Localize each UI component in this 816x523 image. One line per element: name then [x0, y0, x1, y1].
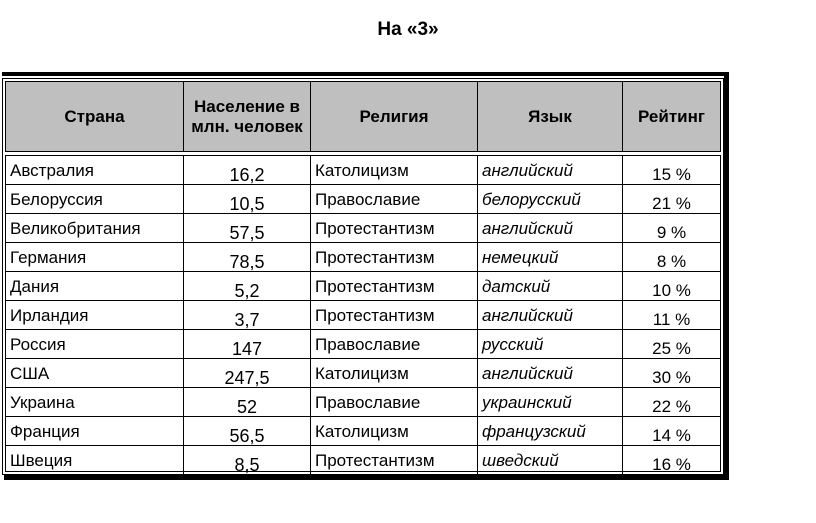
- cell-rating: 11 %: [652, 310, 691, 329]
- cell-rating: 22 %: [652, 397, 691, 416]
- cell-country: Россия: [6, 330, 184, 358]
- table-body: [5, 155, 721, 475]
- header-rating: Рейтинг: [638, 106, 705, 126]
- cell-population: 57,5: [184, 214, 311, 242]
- cell-country: Дания: [6, 272, 184, 300]
- cell-language: датский: [478, 272, 623, 300]
- cell-population: 147: [184, 330, 311, 358]
- cell-country: Белоруссия: [6, 185, 184, 213]
- table-shadow-top: [2, 72, 728, 76]
- cell-religion: Католицизм: [311, 359, 478, 387]
- cell-religion: Протестантизм: [311, 243, 478, 271]
- page-title: На «3»: [377, 19, 439, 40]
- cell-language: шведский: [478, 446, 623, 474]
- table-row: [6, 301, 720, 330]
- table-row: [6, 243, 720, 272]
- cell-rating: 9 %: [656, 223, 687, 242]
- cell-language: французский: [478, 417, 623, 445]
- cell-rating: 15 %: [652, 165, 691, 184]
- cell-country: США: [6, 359, 184, 387]
- cell-religion: Протестантизм: [311, 272, 478, 300]
- cell-country: Великобритания: [6, 214, 184, 242]
- cell-population: 10,5: [184, 185, 311, 213]
- cell-rating: 8 %: [656, 252, 687, 271]
- cell-population: 247,5: [184, 359, 311, 387]
- table-row: [6, 156, 720, 185]
- cell-language: английский: [478, 301, 623, 329]
- table-shadow-bottom: [4, 475, 729, 480]
- table-row: [6, 417, 720, 446]
- cell-religion: Православие: [311, 185, 478, 213]
- header-language: Язык: [478, 82, 623, 151]
- cell-religion: Католицизм: [311, 156, 478, 184]
- cell-country: Ирландия: [6, 301, 184, 329]
- cell-population: 52: [184, 388, 311, 416]
- cell-language: английский: [478, 214, 623, 242]
- cell-religion: Католицизм: [311, 417, 478, 445]
- cell-population: 8,5: [184, 446, 311, 474]
- cell-language: белорусский: [478, 185, 623, 213]
- cell-rating: 10 %: [652, 281, 691, 300]
- cell-population: 78,5: [184, 243, 311, 271]
- cell-population: 3,7: [184, 301, 311, 329]
- cell-rating: 14 %: [652, 426, 691, 445]
- cell-religion: Протестантизм: [311, 446, 478, 474]
- header-religion: Религия: [311, 82, 478, 151]
- cell-country: Австралия: [6, 156, 184, 184]
- cell-religion: Протестантизм: [311, 214, 478, 242]
- table-row: [6, 446, 720, 475]
- table-row: [6, 388, 720, 417]
- cell-rating: 25 %: [652, 339, 691, 358]
- cell-language: русский: [478, 330, 623, 358]
- cell-language: английский: [478, 156, 623, 184]
- cell-population: 56,5: [184, 417, 311, 445]
- cell-population: 16,2: [184, 156, 311, 184]
- cell-rating: 16 %: [652, 455, 691, 474]
- table-row: [6, 272, 720, 301]
- cell-religion: Протестантизм: [311, 301, 478, 329]
- table-row: [6, 214, 720, 243]
- cell-country: Украина: [6, 388, 184, 416]
- cell-country: Швеция: [6, 446, 184, 474]
- cell-country: Германия: [6, 243, 184, 271]
- table-row: [6, 330, 720, 359]
- header-population: Население в млн. человек: [184, 82, 311, 151]
- cell-religion: Православие: [311, 330, 478, 358]
- cell-rating: 30 %: [652, 368, 691, 387]
- cell-country: Франция: [6, 417, 184, 445]
- table-row: [6, 185, 720, 214]
- cell-religion: Православие: [311, 388, 478, 416]
- cell-language: украинский: [478, 388, 623, 416]
- cell-rating: 21 %: [652, 194, 691, 213]
- table-shadow-right: [724, 72, 729, 480]
- cell-language: английский: [478, 359, 623, 387]
- cell-population: 5,2: [184, 272, 311, 300]
- table-header: [5, 81, 721, 152]
- header-country: Страна: [6, 82, 184, 151]
- cell-language: немецкий: [478, 243, 623, 271]
- table-row: [6, 359, 720, 388]
